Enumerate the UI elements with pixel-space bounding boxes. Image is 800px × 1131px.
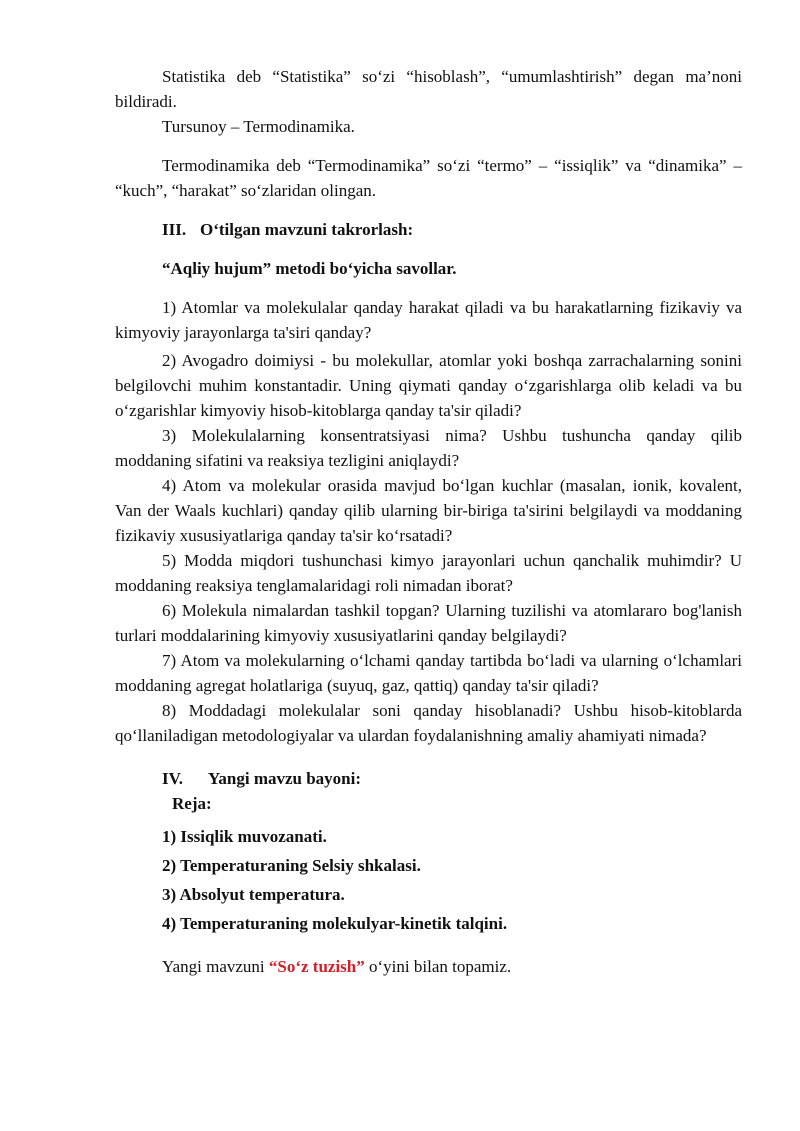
section-3-heading (115, 217, 742, 242)
question-item: 8) Moddadagi molekulalar soni qanday hisoblanadi? Ushbu hisob-kitoblarda qo‘llaniladigan metodologiyalar va ulardan foydalanishning amaliy ahamiyati nimada? (115, 701, 742, 745)
closing-sentence (115, 954, 742, 979)
document-page (115, 64, 742, 979)
question-item: 7) Atom va molekularning o‘lchami qanday tartibda bo‘ladi va ularning o‘lchamlari moddaning agregat holatlariga (suyuq, gaz, qattiq) qanday ta'sir qiladi? (115, 651, 742, 695)
method-heading: “Aqliy hujum” metodi bo‘yicha savollar. (162, 259, 457, 278)
question-item: 6) Molekula nimalardan tashkil topgan? Ularning tuzilishi va atomlararo bog'lanish turlari moddalarining kimyoviy xususiyatlarini qanday belgilaydi? (115, 601, 742, 645)
plan-item: 2) Temperaturaning Selsiy shkalasi. (162, 856, 421, 875)
question-item: 2) Avogadro doimiysi - bu molekullar, atomlar yoki boshqa zarrachalarning sonini belgilovchi muhim konstantadir. Uning qiymati qanday o‘zgarishlarga olib keladi va bu o‘zgarishlar kimyoviy hisob-kitoblarga qanday ta'sir qiladi? (115, 351, 742, 420)
game-name-highlight: “So‘z tuzish” (268, 957, 365, 976)
closing-text-before: Yangi mavzuni (162, 957, 269, 976)
section-3-title: O‘tilgan mavzuni takrorlash: (200, 220, 414, 239)
section-4-number: IV. (162, 769, 183, 788)
plan-label: Reja: (172, 794, 212, 813)
plan-item: 1) Issiqlik muvozanati. (162, 827, 327, 846)
section-4-heading (115, 766, 742, 791)
question-item: 4) Atom va molekular orasida mavjud bo‘lgan kuchlar (masalan, ionik, kovalent, Van der Waals kuchlari) qanday qilib ularning bir-biriga ta'sirini belgilaydi va moddaning fizikaviy xususiyatlariga qanday ta'sir ko‘rsatadi? (115, 476, 742, 545)
question-item: 3) Molekulalarning konsentratsiyasi nima? Ushbu tushuncha qanday qilib moddaning sifatini va reaksiya tezligini aniqlaydi? (115, 426, 742, 470)
intro-line-tursunoy: Tursunoy – Termodinamika. (162, 117, 355, 136)
question-item: 5) Modda miqdori tushunchasi kimyo jarayonlari uchun qanchalik muhimdir? U moddaning reaksiya tenglamalaridagi roli nimadan iborat? (115, 551, 742, 595)
section-3-number: III. (162, 220, 187, 239)
intro-paragraph-statistika: Statistika deb “Statistika” so‘zi “hisoblash”, “umumlashtirish” degan ma’noni bildiradi. (115, 67, 742, 111)
question-item: 1) Atomlar va molekulalar qanday harakat qiladi va bu harakatlarning fizikaviy va kimyoviy jarayonlarga ta'siri qanday? (115, 298, 742, 342)
plan-item: 4) Temperaturaning molekulyar-kinetik talqini. (162, 914, 508, 933)
plan-item: 3) Absolyut temperatura. (162, 885, 345, 904)
questions-list (115, 295, 742, 748)
closing-text-after: o‘yini bilan topamiz. (364, 957, 512, 976)
intro-paragraph-termodinamika: Termodinamika deb “Termodinamika” so‘zi “termo” – “issiqlik” va “dinamika” – “kuch”, “harakat” so‘zlaridan olingan. (115, 156, 742, 200)
section-4-title: Yangi mavzu bayoni: (208, 769, 362, 788)
